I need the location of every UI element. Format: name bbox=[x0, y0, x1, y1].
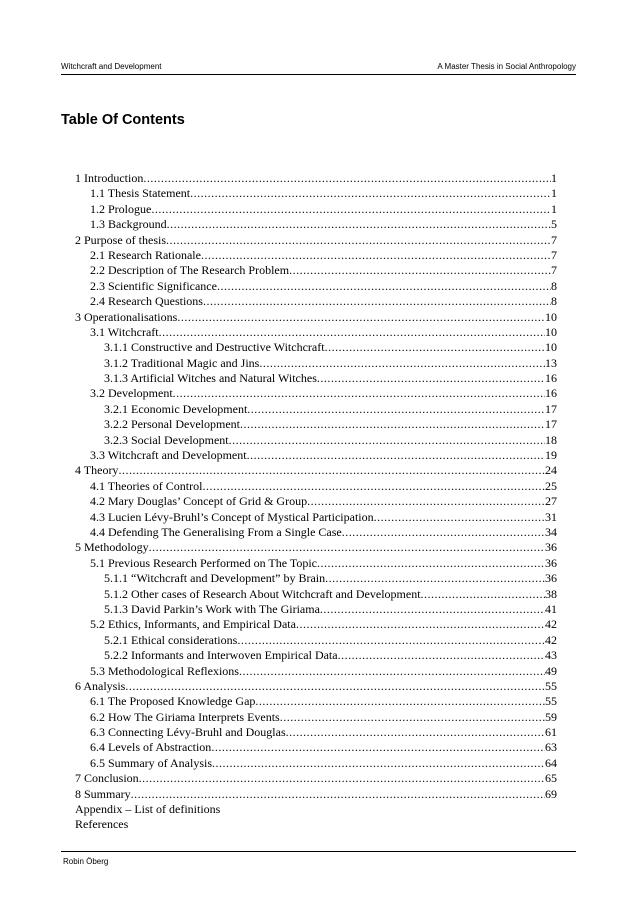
toc-entry[interactable] bbox=[75, 263, 557, 278]
toc-dot-leader bbox=[139, 771, 545, 786]
toc-dot-leader bbox=[202, 479, 545, 494]
toc-dot-leader bbox=[240, 417, 545, 432]
toc-entry-page-number: 18 bbox=[545, 432, 557, 447]
toc-entry-label: 6 Analysis bbox=[75, 678, 126, 693]
toc-entry-page-number: 34 bbox=[545, 524, 557, 539]
toc-entry[interactable] bbox=[75, 771, 557, 786]
toc-dot-leader bbox=[211, 740, 545, 755]
toc-entry-page-number: 41 bbox=[545, 601, 557, 616]
toc-entry-page-number: 38 bbox=[545, 586, 557, 601]
toc-entry-label: 3 Operationalisations bbox=[75, 309, 178, 324]
toc-entry-label: 4.2 Mary Douglas’ Concept of Grid & Group bbox=[90, 494, 308, 509]
toc-dot-leader bbox=[286, 725, 545, 740]
toc-entry[interactable] bbox=[75, 664, 557, 679]
toc-entry-page-number: 42 bbox=[545, 617, 557, 632]
toc-entry-page-number: 31 bbox=[545, 509, 557, 524]
toc-dot-leader bbox=[317, 556, 545, 571]
toc-dot-leader bbox=[317, 371, 545, 386]
toc-dot-leader bbox=[239, 664, 545, 679]
toc-dot-leader bbox=[237, 633, 545, 648]
page-header bbox=[61, 60, 576, 75]
toc-entry-label: 1 Introduction bbox=[75, 171, 144, 185]
toc-entry-label: 3.1.3 Artificial Witches and Natural Witches bbox=[104, 371, 317, 386]
toc-entry-label: 3.1 Witchcraft bbox=[90, 324, 159, 339]
page-title: Table Of Contents bbox=[61, 112, 185, 128]
toc-entry-label: 6.5 Summary of Analysis bbox=[90, 755, 212, 770]
table-of-contents bbox=[75, 171, 557, 833]
toc-entry-page-number: 59 bbox=[545, 709, 557, 724]
toc-dot-leader bbox=[201, 248, 551, 263]
toc-dot-leader bbox=[203, 294, 551, 309]
toc-entry-label: 3.2.1 Economic Development bbox=[104, 401, 248, 416]
toc-entry[interactable] bbox=[75, 787, 557, 802]
toc-entry[interactable] bbox=[75, 802, 557, 817]
toc-entry-label: 4.1 Theories of Control bbox=[90, 478, 203, 493]
toc-entry[interactable] bbox=[75, 525, 557, 540]
toc-entry-page-number: 10 bbox=[545, 340, 557, 355]
toc-entry-label: 2.4 Research Questions bbox=[90, 294, 203, 309]
toc-entry[interactable] bbox=[75, 617, 557, 632]
toc-entry-label: 6.3 Connecting Lévy-Bruhl and Douglas bbox=[90, 725, 286, 740]
toc-entry-page-number: 7 bbox=[551, 232, 557, 247]
toc-entry-page-number: 1 bbox=[551, 171, 557, 185]
toc-entry[interactable] bbox=[75, 510, 557, 525]
toc-entry-page-number: 27 bbox=[545, 494, 557, 509]
toc-dot-leader bbox=[229, 433, 545, 448]
toc-entry-label: 5.2 Ethics, Informants, and Empirical Data bbox=[90, 617, 296, 632]
toc-entry-page-number: 1 bbox=[551, 201, 557, 216]
toc-entry[interactable] bbox=[75, 186, 557, 201]
toc-entry-label: 6.4 Levels of Abstraction bbox=[90, 740, 212, 755]
toc-dot-leader bbox=[296, 617, 545, 632]
toc-entry-page-number: 10 bbox=[545, 309, 557, 324]
toc-entry-label: References bbox=[75, 817, 129, 832]
toc-entry[interactable] bbox=[75, 340, 557, 355]
toc-entry-label: Appendix – List of definitions bbox=[75, 802, 221, 817]
toc-dot-leader bbox=[342, 525, 545, 540]
toc-entry-label: 5.1.3 David Parkin’s Work with The Giriama bbox=[104, 601, 320, 616]
toc-entry-page-number: 17 bbox=[545, 417, 557, 432]
footer-author: Robin Öberg bbox=[63, 857, 109, 866]
toc-entry-page-number: 65 bbox=[545, 771, 557, 786]
toc-entry[interactable] bbox=[75, 402, 557, 417]
toc-entry[interactable] bbox=[75, 710, 557, 725]
toc-entry-page-number: 1 bbox=[551, 186, 557, 201]
toc-entry-page-number: 64 bbox=[545, 755, 557, 770]
toc-entry-label: 3.2.2 Personal Development bbox=[104, 417, 240, 432]
toc-entry[interactable] bbox=[75, 217, 557, 232]
toc-entry-label: 3.2.3 Social Development bbox=[104, 432, 229, 447]
toc-entry-label: 3.1.1 Constructive and Destructive Witchcraft bbox=[104, 340, 325, 355]
toc-entry-label: 6.1 The Proposed Knowledge Gap bbox=[90, 694, 256, 709]
toc-entry-label: 5 Methodology bbox=[75, 540, 149, 555]
toc-entry[interactable] bbox=[75, 494, 557, 509]
toc-entry-page-number: 5 bbox=[551, 217, 557, 232]
toc-dot-leader bbox=[151, 202, 551, 217]
toc-dot-leader bbox=[374, 510, 545, 525]
toc-entry-page-number: 16 bbox=[545, 386, 557, 401]
toc-entry-page-number: 7 bbox=[551, 263, 557, 278]
toc-entry-page-number: 55 bbox=[545, 694, 557, 709]
toc-entry[interactable] bbox=[75, 694, 557, 709]
toc-dot-leader bbox=[167, 217, 551, 232]
toc-entry-page-number: 43 bbox=[545, 648, 557, 663]
toc-entry[interactable] bbox=[75, 679, 557, 694]
toc-dot-leader bbox=[338, 648, 545, 663]
toc-dot-leader bbox=[190, 186, 551, 201]
toc-entry-label: 1.2 Prologue bbox=[90, 201, 152, 216]
toc-entry-page-number: 61 bbox=[545, 725, 557, 740]
toc-entry[interactable] bbox=[75, 386, 557, 401]
toc-entry[interactable] bbox=[75, 817, 557, 832]
toc-entry-label: 6.2 How The Giriama Interprets Events bbox=[90, 709, 280, 724]
toc-dot-leader bbox=[166, 233, 551, 248]
toc-entry[interactable] bbox=[75, 433, 557, 448]
toc-dot-leader bbox=[125, 679, 545, 694]
toc-dot-leader bbox=[255, 694, 545, 709]
toc-entry-label: 5.1.2 Other cases of Research About Witchcraft and Development bbox=[104, 586, 421, 601]
header-document-title: Witchcraft and Development bbox=[61, 62, 162, 71]
toc-dot-leader bbox=[131, 787, 545, 802]
toc-entry-label: 2.2 Description of The Research Problem bbox=[90, 263, 290, 278]
toc-entry-label: 1.1 Thesis Statement bbox=[90, 186, 191, 201]
header-thesis-type: A Master Thesis in Social Anthropology bbox=[437, 62, 576, 71]
toc-entry-page-number: 55 bbox=[545, 678, 557, 693]
toc-entry-page-number: 42 bbox=[545, 632, 557, 647]
toc-entry[interactable] bbox=[75, 233, 557, 248]
toc-entry[interactable] bbox=[75, 325, 557, 340]
toc-dot-leader bbox=[320, 602, 545, 617]
toc-entry[interactable] bbox=[75, 448, 557, 463]
toc-entry[interactable] bbox=[75, 248, 557, 263]
toc-entry[interactable] bbox=[75, 648, 557, 663]
toc-entry[interactable] bbox=[75, 633, 557, 648]
toc-dot-leader bbox=[307, 494, 545, 509]
toc-dot-leader bbox=[217, 279, 551, 294]
toc-dot-leader bbox=[159, 325, 545, 340]
toc-entry-label: 5.1.1 “Witchcraft and Development” by Brain bbox=[104, 571, 326, 586]
toc-entry[interactable] bbox=[75, 371, 557, 386]
toc-entry-page-number: 36 bbox=[545, 540, 557, 555]
toc-entry-label: 1.3 Background bbox=[90, 217, 167, 232]
toc-entry[interactable] bbox=[75, 310, 557, 325]
toc-entry-page-number: 25 bbox=[545, 478, 557, 493]
toc-entry[interactable] bbox=[75, 571, 557, 586]
toc-entry[interactable] bbox=[75, 356, 557, 371]
toc-entry-page-number: 17 bbox=[545, 401, 557, 416]
toc-dot-leader bbox=[118, 463, 545, 478]
toc-dot-leader bbox=[325, 340, 545, 355]
toc-entry[interactable] bbox=[75, 540, 557, 555]
toc-entry-label: 2.1 Research Rationale bbox=[90, 247, 201, 262]
toc-entry[interactable] bbox=[75, 202, 557, 217]
toc-entry[interactable] bbox=[75, 279, 557, 294]
toc-entry-label: 2 Purpose of thesis bbox=[75, 232, 166, 247]
toc-entry-label: 3.1.2 Traditional Magic and Jins bbox=[104, 355, 260, 370]
toc-dot-leader bbox=[280, 710, 545, 725]
toc-entry[interactable] bbox=[75, 463, 557, 478]
toc-entry-label: 5.1 Previous Research Performed on The Topic bbox=[90, 555, 317, 570]
toc-entry-page-number: 63 bbox=[545, 740, 557, 755]
toc-entry-page-number: 69 bbox=[545, 786, 557, 801]
toc-entry-page-number: 16 bbox=[545, 371, 557, 386]
toc-entry[interactable] bbox=[75, 602, 557, 617]
toc-entry-page-number: 10 bbox=[545, 324, 557, 339]
toc-entry-label: 3.3 Witchcraft and Development bbox=[90, 448, 247, 463]
toc-dot-leader bbox=[143, 171, 551, 186]
toc-entry-label: 4.3 Lucien Lévy-Bruhl’s Concept of Mystical Participation bbox=[90, 509, 374, 524]
toc-entry[interactable] bbox=[75, 756, 557, 771]
toc-entry-label: 7 Conclusion bbox=[75, 771, 139, 786]
page-footer bbox=[61, 851, 576, 866]
toc-dot-leader bbox=[177, 310, 545, 325]
toc-entry-label: 2.3 Scientific Significance bbox=[90, 278, 217, 293]
toc-entry[interactable] bbox=[75, 479, 557, 494]
toc-dot-leader bbox=[212, 756, 545, 771]
toc-entry-page-number: 49 bbox=[545, 663, 557, 678]
toc-entry-page-number: 24 bbox=[545, 463, 557, 478]
toc-entry[interactable] bbox=[75, 417, 557, 432]
toc-dot-leader bbox=[247, 402, 545, 417]
toc-entry-label: 8 Summary bbox=[75, 786, 131, 801]
toc-entry[interactable] bbox=[75, 294, 557, 309]
toc-dot-leader bbox=[421, 587, 545, 602]
toc-dot-leader bbox=[149, 540, 545, 555]
toc-entry-page-number: 8 bbox=[551, 294, 557, 309]
toc-entry-label: 4 Theory bbox=[75, 463, 119, 478]
toc-entry-page-number: 7 bbox=[551, 247, 557, 262]
toc-entry-page-number: 36 bbox=[545, 571, 557, 586]
toc-entry-page-number: 8 bbox=[551, 278, 557, 293]
toc-entry-label: 5.3 Methodological Reflexions bbox=[90, 663, 239, 678]
toc-dot-leader bbox=[247, 448, 545, 463]
toc-entry-label: 4.4 Defending The Generalising From a Single Case bbox=[90, 524, 342, 539]
toc-entry-page-number: 13 bbox=[545, 355, 557, 370]
toc-entry[interactable] bbox=[75, 171, 557, 186]
toc-dot-leader bbox=[289, 263, 551, 278]
toc-entry-page-number: 19 bbox=[545, 448, 557, 463]
toc-entry[interactable] bbox=[75, 556, 557, 571]
toc-entry-label: 3.2 Development bbox=[90, 386, 173, 401]
toc-entry-label: 5.2.1 Ethical considerations bbox=[104, 632, 238, 647]
toc-dot-leader bbox=[325, 571, 545, 586]
toc-dot-leader bbox=[173, 386, 545, 401]
toc-entry[interactable] bbox=[75, 725, 557, 740]
toc-dot-leader bbox=[259, 356, 545, 371]
toc-entry[interactable] bbox=[75, 587, 557, 602]
toc-entry-page-number: 36 bbox=[545, 555, 557, 570]
toc-entry-label: 5.2.2 Informants and Interwoven Empirical Data bbox=[104, 648, 338, 663]
toc-entry[interactable] bbox=[75, 740, 557, 755]
